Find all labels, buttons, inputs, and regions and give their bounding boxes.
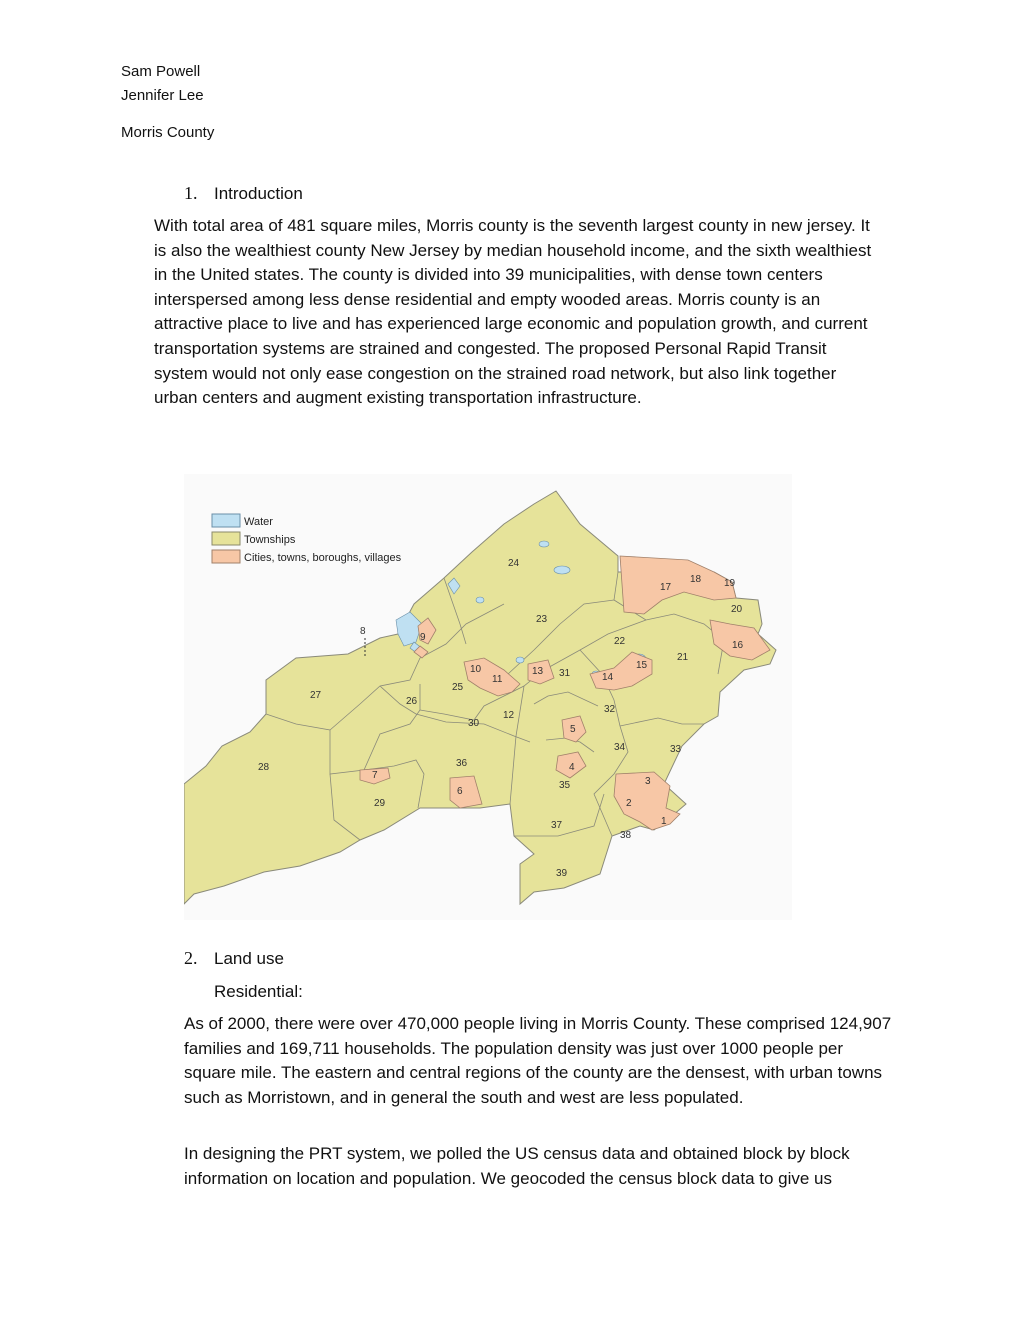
section-2-title: Land use: [214, 949, 284, 968]
section-1-title: Introduction: [214, 184, 303, 203]
label-3: 3: [645, 776, 651, 787]
label-33: 33: [670, 744, 682, 755]
label-1: 1: [661, 816, 667, 827]
label-12: 12: [503, 710, 515, 721]
label-31: 31: [559, 668, 571, 679]
legend-townships-swatch: [212, 532, 240, 545]
label-4: 4: [569, 762, 575, 773]
legend-cities-label: Cities, towns, boroughs, villages: [244, 552, 402, 564]
label-16: 16: [732, 640, 744, 651]
legend-cities-swatch: [212, 550, 240, 563]
label-30: 30: [468, 718, 480, 729]
label-17: 17: [660, 582, 672, 593]
label-22: 22: [614, 636, 626, 647]
label-10: 10: [470, 664, 482, 675]
label-29: 29: [374, 798, 386, 809]
label-19: 19: [724, 578, 736, 589]
label-27: 27: [310, 690, 322, 701]
section-2-number: 2.: [184, 948, 198, 968]
label-20: 20: [731, 604, 743, 615]
label-24: 24: [508, 558, 520, 569]
intro-paragraph: With total area of 481 square miles, Morris county is the seventh largest county in new jersey. It is also the wealthiest county New Jersey by median household income, and the sixth wealthiest in the United states. The county is divided into 39 municipalities, with dense town centers interspersed among less dense residential and empty wooded areas. Morris county is an attractive place to live and has experienced large economic and population growth, and current transportation systems are strained and congested. The proposed Personal Rapid Transit system would not only ease congestion on the strained road network, but also link together urban centers and augment existing transportation infrastructure.: [154, 216, 872, 408]
label-28: 28: [258, 762, 270, 773]
label-34: 34: [614, 742, 626, 753]
section-2-subtitle: Residential:: [214, 982, 303, 1001]
label-35: 35: [559, 780, 571, 791]
municipality-map: [184, 474, 792, 920]
label-13: 13: [532, 666, 544, 677]
lake-1: [554, 566, 570, 574]
legend-water-swatch: [212, 514, 240, 527]
county-title: Morris County: [121, 124, 215, 141]
legend-townships-label: Townships: [244, 534, 296, 546]
label-15: 15: [636, 660, 648, 671]
label-21: 21: [677, 652, 689, 663]
label-32: 32: [604, 704, 616, 715]
label-26: 26: [406, 696, 418, 707]
label-8: 8: [360, 626, 366, 637]
label-14: 14: [602, 672, 614, 683]
residential-paragraph: As of 2000, there were over 470,000 people living in Morris County. These comprised 124,907 families and 169,711 households. The population density was just over 1000 people per square mile. The eastern and central regions of the county are the densest, with urban towns such as Morristown, and in general the south and west are less populated.: [184, 1014, 892, 1107]
section-1-number: 1.: [184, 183, 198, 203]
lake-2: [539, 541, 549, 547]
label-39: 39: [556, 868, 568, 879]
label-18: 18: [690, 574, 702, 585]
label-11: 11: [492, 674, 503, 685]
lake-4: [516, 657, 524, 663]
municipality-map-svg: [184, 474, 792, 920]
legend-water-label: Water: [244, 516, 273, 528]
label-5: 5: [570, 724, 576, 735]
label-36: 36: [456, 758, 468, 769]
label-25: 25: [452, 682, 464, 693]
label-37: 37: [551, 820, 563, 831]
label-6: 6: [457, 786, 463, 797]
author-name-1: Sam Powell: [121, 63, 201, 80]
author-name-2: Jennifer Lee: [121, 87, 204, 104]
label-38: 38: [620, 830, 632, 841]
label-2: 2: [626, 798, 632, 809]
label-9: 9: [420, 632, 426, 643]
label-7: 7: [372, 770, 378, 781]
label-23: 23: [536, 614, 548, 625]
lake-5: [476, 597, 484, 603]
census-paragraph: In designing the PRT system, we polled the US census data and obtained block by block information on location and population. We geocoded the census block data to give us: [184, 1144, 850, 1188]
